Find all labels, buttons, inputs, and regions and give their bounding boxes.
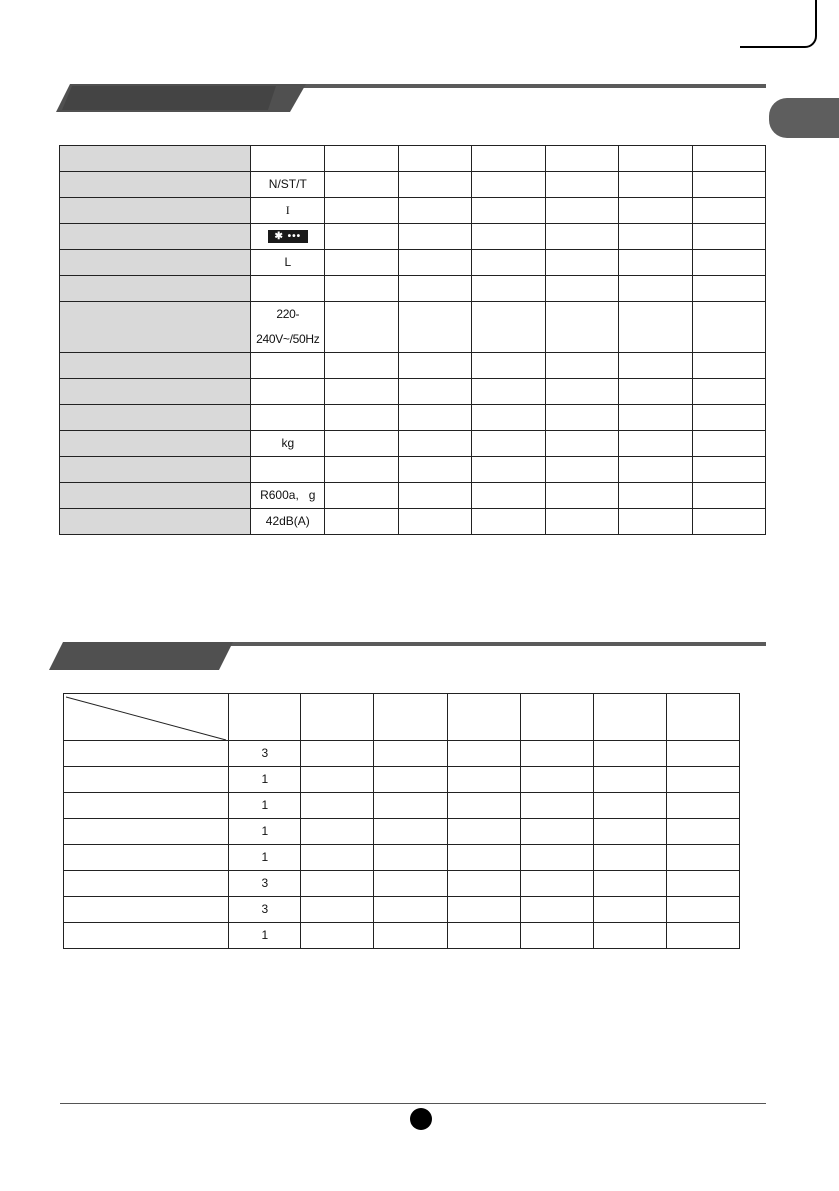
diagonal-line xyxy=(64,694,228,742)
section-rule-2 xyxy=(222,642,766,646)
table-row xyxy=(60,431,766,457)
table-row xyxy=(64,767,740,793)
page-number-badge xyxy=(410,1108,432,1130)
power-supply: 220-240V~/50Hz xyxy=(251,302,325,353)
label-cell xyxy=(64,923,229,949)
table-row xyxy=(64,845,740,871)
spec-table xyxy=(59,145,766,535)
label-cell xyxy=(64,767,229,793)
label-cell xyxy=(60,431,251,457)
side-tab xyxy=(769,98,839,138)
table-row xyxy=(60,146,766,172)
qty-cell: 1 xyxy=(229,819,301,845)
label-cell xyxy=(60,379,251,405)
value-cell xyxy=(251,276,325,302)
table-row xyxy=(64,793,740,819)
climate-class: N/ST/T xyxy=(251,172,325,198)
label-cell xyxy=(60,146,251,172)
footer-rule xyxy=(60,1103,766,1104)
volume-unit: L xyxy=(251,250,325,276)
value-cell xyxy=(251,379,325,405)
label-cell xyxy=(60,302,251,353)
table-row xyxy=(60,379,766,405)
table-row xyxy=(60,353,766,379)
label-cell xyxy=(64,819,229,845)
diagonal-header-cell xyxy=(64,694,229,741)
section-banner-1 xyxy=(56,84,306,114)
qty-cell: 1 xyxy=(229,845,301,871)
noise-level: 42dB(A) xyxy=(251,509,325,535)
label-cell xyxy=(64,793,229,819)
table-row xyxy=(64,819,740,845)
label-cell xyxy=(60,250,251,276)
qty-cell: 1 xyxy=(229,793,301,819)
table-row xyxy=(64,897,740,923)
label-cell xyxy=(60,276,251,302)
label-cell xyxy=(60,172,251,198)
label-cell xyxy=(60,457,251,483)
value-cell xyxy=(251,457,325,483)
table-row xyxy=(60,509,766,535)
qty-cell: 3 xyxy=(229,741,301,767)
table-row xyxy=(60,250,766,276)
protection-class: I xyxy=(251,198,325,224)
table-row xyxy=(60,224,766,250)
label-cell xyxy=(60,198,251,224)
table-row xyxy=(60,405,766,431)
section-rule-1 xyxy=(296,84,766,88)
label-cell xyxy=(64,871,229,897)
accessory-table xyxy=(63,693,740,949)
label-cell xyxy=(60,483,251,509)
label-cell xyxy=(60,353,251,379)
label-cell xyxy=(64,897,229,923)
section-banner-2 xyxy=(49,642,234,672)
table-row xyxy=(64,741,740,767)
table-header-row xyxy=(64,694,740,741)
freezer-rating xyxy=(251,224,325,250)
table-row xyxy=(64,923,740,949)
weight-unit: kg xyxy=(251,431,325,457)
qty-cell: 3 xyxy=(229,871,301,897)
refrigerant: R600a, g xyxy=(251,483,325,509)
table-row xyxy=(60,198,766,224)
value-cell xyxy=(251,353,325,379)
qty-cell: 3 xyxy=(229,897,301,923)
table-row xyxy=(64,871,740,897)
qty-cell: 1 xyxy=(229,767,301,793)
freezer-star-icon: ✱ ••• xyxy=(268,230,308,243)
table-row xyxy=(60,457,766,483)
label-cell xyxy=(64,741,229,767)
table-row xyxy=(60,276,766,302)
label-cell xyxy=(60,405,251,431)
table-row xyxy=(60,483,766,509)
crop-mark xyxy=(740,0,839,56)
label-cell xyxy=(60,509,251,535)
value-cell xyxy=(251,146,325,172)
value-cell xyxy=(251,405,325,431)
table-row xyxy=(60,302,766,353)
label-cell xyxy=(60,224,251,250)
label-cell xyxy=(64,845,229,871)
qty-cell: 1 xyxy=(229,923,301,949)
table-row xyxy=(60,172,766,198)
